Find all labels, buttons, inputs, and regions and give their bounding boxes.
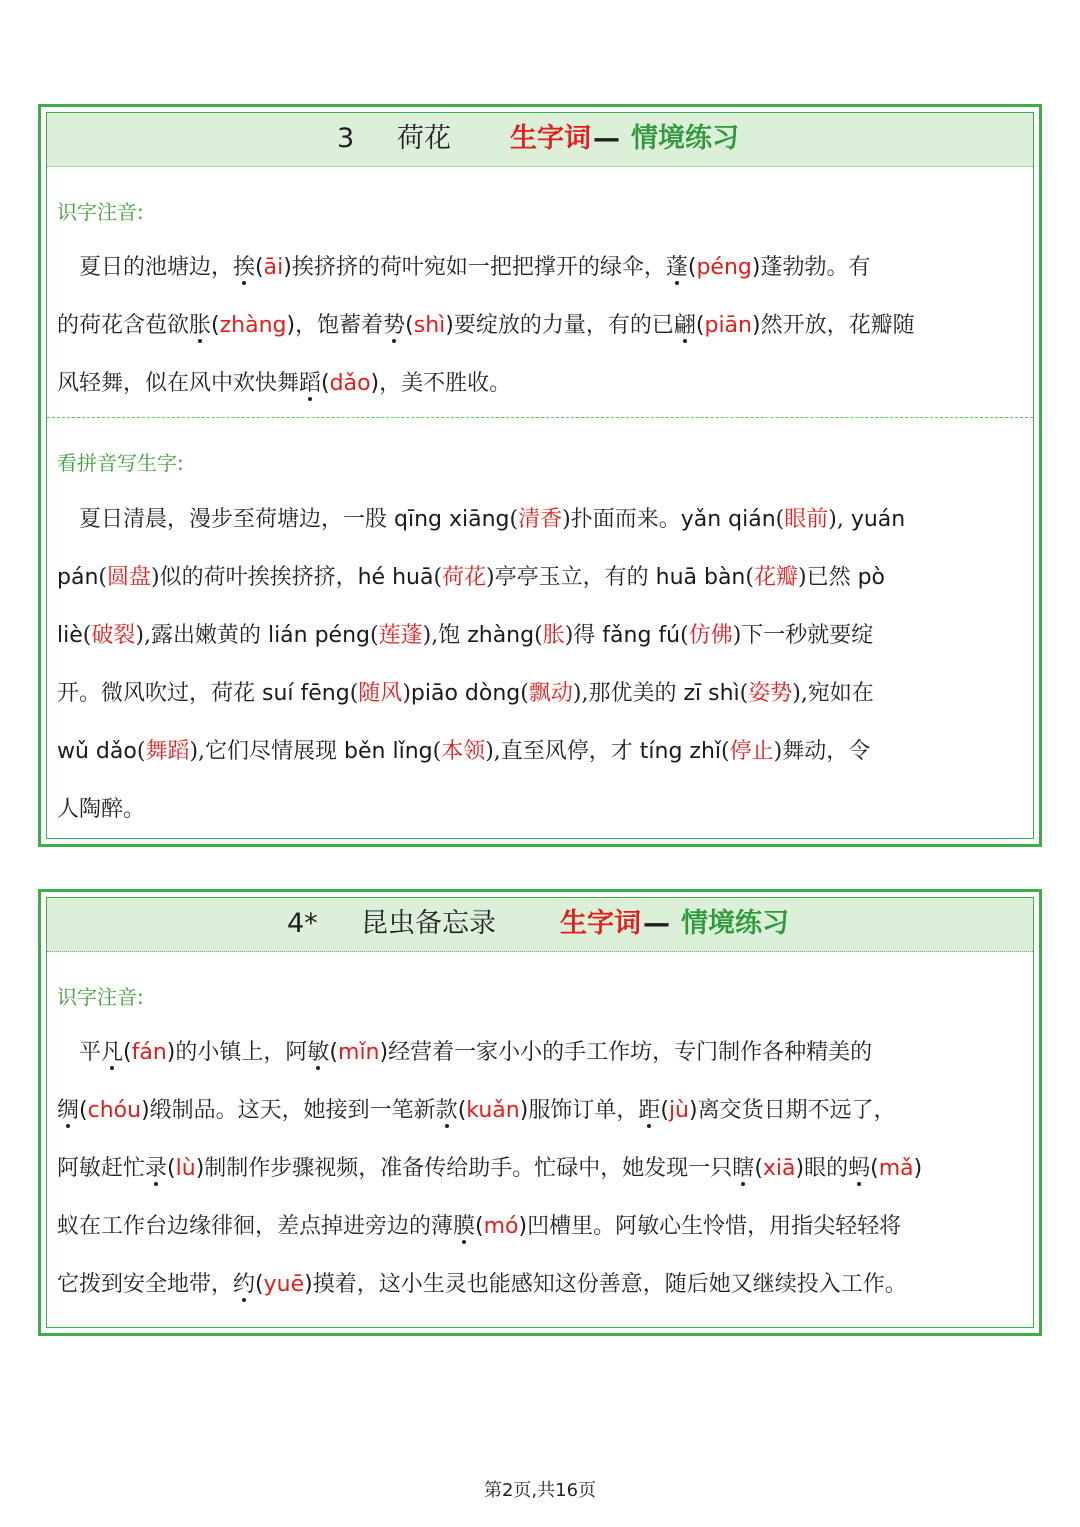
target-char: 胀 [189, 313, 212, 338]
body-text: ) [402, 681, 411, 706]
body-text: 挨挤挤的荷叶宛如一把把撑开的绿伞， [291, 255, 666, 280]
pinyin-text: hé huā [357, 565, 434, 590]
pinyin-text: huā bàn [655, 565, 746, 590]
target-char: 翩 [673, 313, 696, 338]
pinyin-text: běn lǐng [344, 739, 433, 764]
body-text: ),那优美的 [572, 681, 684, 706]
body-text: 凹槽里。阿敏心生怜惜，用指尖轻轻将 [527, 1214, 902, 1239]
pinyin-text: ) [141, 1098, 150, 1123]
body-text: 风轻舞，似在风中欢快舞 [57, 371, 300, 396]
body-text: 夏日清晨，漫步至荷塘边，一股 [57, 507, 394, 532]
body-text: ), [828, 507, 851, 532]
lesson-number: 4* [287, 908, 318, 939]
target-char: 款 [435, 1098, 458, 1123]
answer-hanzi: 莲蓬 [378, 623, 423, 648]
body-text: ),它们尽情展现 [189, 739, 345, 764]
answer-hanzi: 停止 [729, 739, 774, 764]
card-header [47, 113, 1033, 167]
paragraph-line [57, 563, 885, 593]
target-char: 距 [638, 1098, 661, 1123]
answer-hanzi: 姿势 [748, 681, 793, 706]
pinyin-text: pán [57, 565, 99, 590]
body-text: ( [432, 739, 442, 764]
target-char: 敏 [307, 1040, 330, 1065]
section-label-phonetic: 识字注音: [57, 200, 144, 224]
body-text: 要绽放的力量，有的已 [453, 313, 674, 338]
lesson-3-card [38, 104, 1042, 847]
pinyin-text: lián péng [267, 623, 371, 648]
body-text: 阿敏赶忙 [57, 1156, 146, 1181]
body-text: 开。微风吹过，荷花 [57, 681, 262, 706]
body-text: 夏日的池塘边， [57, 255, 234, 280]
body-text: ( [98, 565, 107, 590]
pinyin-text: zhàng [467, 623, 535, 648]
pinyin-text: ) [195, 1156, 205, 1181]
answer-pinyin: mǐn [338, 1040, 380, 1065]
answer-pinyin: zhàng [219, 313, 287, 338]
pinyin-text: ) [379, 1040, 389, 1065]
body-text: )下一秒就要绽 [732, 623, 874, 648]
lesson-name: 荷花 [397, 123, 451, 154]
section-label-phonetic: 识字注音: [57, 985, 144, 1009]
paragraph-line [57, 737, 870, 767]
answer-hanzi: 破裂 [91, 623, 136, 648]
target-char: 蹈 [299, 371, 322, 396]
pinyin-text: liè [57, 623, 83, 648]
pinyin-text: ( [255, 1272, 264, 1297]
pinyin-text: ( [695, 313, 705, 338]
pinyin-text: yǎn qián [680, 507, 776, 532]
body-text: 经营着一家小小的手工作坊，专门制作各种精美的 [388, 1040, 873, 1065]
lesson-name: 昆虫备忘录 [361, 908, 496, 939]
target-char: 挨 [233, 255, 256, 280]
pinyin-text: fǎng fú [602, 623, 681, 648]
body-text: ),宛如在 [792, 681, 874, 706]
body-text: 蚁在工作台边缘徘徊，差点掉进旁边的薄 [57, 1214, 454, 1239]
pinyin-text: tíng zhǐ [639, 739, 722, 764]
body-text: 服饰订单， [528, 1098, 639, 1123]
body-text: ( [745, 565, 754, 590]
pinyin-text: ( [870, 1156, 879, 1181]
body-text: ( [433, 565, 443, 590]
pinyin-text: pò [857, 565, 886, 590]
body-text: ( [370, 623, 379, 648]
lesson-4-card [38, 889, 1042, 1336]
answer-hanzi: 清香 [518, 507, 563, 532]
section-label-write: 看拼音写生字: [57, 451, 184, 475]
answer-pinyin: shì [413, 313, 446, 338]
pinyin-text: qīng xiāng [394, 507, 510, 532]
pinyin-text: ) [370, 371, 380, 396]
pinyin-text: ( [405, 313, 414, 338]
answer-pinyin: jù [668, 1098, 689, 1123]
pinyin-text: ) [751, 255, 761, 280]
title-green: 情境练习 [681, 908, 789, 939]
answer-pinyin: xiā [762, 1156, 796, 1181]
body-text: ),直至风停，才 [485, 739, 640, 764]
body-text: )已然 [798, 565, 858, 590]
pinyin-text: ( [167, 1156, 176, 1181]
target-char: 蓬 [665, 255, 688, 280]
answer-hanzi: 荷花 [442, 565, 487, 590]
pinyin-text: ) [286, 313, 296, 338]
pinyin-text: yuán [850, 507, 906, 532]
pinyin-text: ( [687, 255, 697, 280]
answer-pinyin: fán [131, 1040, 167, 1065]
target-char: 绸 [57, 1098, 80, 1123]
pinyin-text: ) [166, 1040, 176, 1065]
target-char: 膜 [453, 1214, 476, 1239]
body-text: ( [739, 681, 749, 706]
body-text: ，美不胜收。 [379, 371, 512, 396]
card-inner-border [46, 897, 1034, 1328]
body-text: 平 [57, 1040, 102, 1065]
body-text: )扑面而来。 [562, 507, 681, 532]
body-text: )舞动，令 [773, 739, 871, 764]
body-text: ，饱蓄着 [295, 313, 384, 338]
paragraph-line [57, 1212, 901, 1242]
pinyin-text: ( [329, 1040, 339, 1065]
answer-pinyin: mó [483, 1214, 519, 1239]
body-text: )得 [564, 623, 603, 648]
card-header [47, 898, 1033, 952]
body-text: 摸着，这小生灵也能感知这份善意，随后她又继续投入工作。 [312, 1272, 907, 1297]
body-text: )亭亭玉立，有的 [486, 565, 656, 590]
pinyin-text: ) [304, 1272, 313, 1297]
body-text: ( [721, 739, 730, 764]
paragraph-line [57, 505, 905, 535]
pinyin-text: ) [752, 313, 761, 338]
body-text: ( [509, 507, 519, 532]
body-text: 的小镇上，阿 [175, 1040, 308, 1065]
pinyin-text: ( [321, 371, 330, 396]
target-char: 凡 [101, 1040, 124, 1065]
body-text: 离交货日期不远了， [697, 1098, 896, 1123]
section-divider [47, 417, 1033, 418]
answer-pinyin: kuǎn [466, 1098, 520, 1123]
pinyin-text: ( [123, 1040, 132, 1065]
pinyin-text: ) [689, 1098, 698, 1123]
title-green: 情境练习 [631, 123, 739, 154]
answer-hanzi: 圆盘 [106, 565, 151, 590]
body-text: ( [680, 623, 689, 648]
target-char: 瞎 [732, 1156, 755, 1181]
paragraph-line [57, 621, 873, 651]
answer-pinyin: dǎo [329, 371, 371, 396]
answer-hanzi: 飘动 [528, 681, 573, 706]
pinyin-text: piāo dòng [410, 681, 521, 706]
body-text: 它拨到安全地带， [57, 1272, 234, 1297]
body-text: )似的荷叶挨挨挤挤， [151, 565, 358, 590]
answer-hanzi: 随风 [358, 681, 403, 706]
paragraph-line [57, 1270, 907, 1300]
title-red: 生字词 [510, 123, 591, 154]
pinyin-text: ) [445, 313, 454, 338]
page-footer: 第2页,共16页 [483, 1480, 597, 1501]
body-text: ( [775, 507, 785, 532]
answer-hanzi: 舞蹈 [145, 739, 190, 764]
body-text: 眼的 [804, 1156, 849, 1181]
body-text: ( [82, 623, 92, 648]
pinyin-text: ( [475, 1214, 484, 1239]
title-red: 生字词 [560, 908, 641, 939]
paragraph-line [57, 1038, 872, 1068]
paragraph-line [57, 253, 870, 283]
answer-pinyin: yuē [263, 1272, 305, 1297]
answer-pinyin: āi [263, 255, 284, 280]
answer-pinyin: mǎ [878, 1156, 914, 1181]
pinyin-text: ) [519, 1098, 529, 1123]
answer-pinyin: péng [696, 255, 752, 280]
title-dash: — [593, 123, 620, 154]
pinyin-text: ( [79, 1098, 88, 1123]
pinyin-text: suí fēng [262, 681, 350, 706]
target-char: 录 [145, 1156, 168, 1181]
paragraph-line [57, 311, 915, 341]
answer-hanzi: 眼前 [784, 507, 829, 532]
target-char: 势 [383, 313, 406, 338]
pinyin-text: ( [255, 255, 264, 280]
paragraph-line [57, 795, 145, 825]
body-text: ( [136, 739, 146, 764]
target-char: 约 [233, 1272, 256, 1297]
answer-hanzi: 仿佛 [688, 623, 733, 648]
pinyin-text: ( [457, 1098, 467, 1123]
paragraph-line [57, 679, 874, 709]
pinyin-text: ) [913, 1156, 923, 1181]
paragraph-line [57, 369, 511, 399]
pinyin-text: ( [754, 1156, 763, 1181]
lesson-number: 3 [337, 123, 355, 154]
body-text: ( [520, 681, 529, 706]
pinyin-text: ( [211, 313, 220, 338]
title-dash: — [643, 908, 670, 939]
pinyin-text: wǔ dǎo [57, 739, 137, 764]
body-text: ( [534, 623, 543, 648]
body-text: 蓬勃勃。有 [760, 255, 871, 280]
answer-pinyin: lù [175, 1156, 196, 1181]
answer-hanzi: 本领 [441, 739, 486, 764]
paragraph-line [57, 1154, 922, 1184]
pinyin-text: zī shì [683, 681, 740, 706]
card-inner-border [46, 112, 1034, 839]
body-text: 人陶醉。 [57, 797, 146, 822]
answer-hanzi: 花瓣 [753, 565, 798, 590]
body-text: 缎制品。这天，她接到一笔新 [149, 1098, 436, 1123]
pinyin-text: ) [795, 1156, 805, 1181]
pinyin-text: ) [518, 1214, 528, 1239]
paragraph-line [57, 1096, 896, 1126]
answer-pinyin: chóu [87, 1098, 142, 1123]
pinyin-text: ( [660, 1098, 669, 1123]
body-text: ),饱 [422, 623, 468, 648]
body-text: ),露出嫩黄的 [135, 623, 268, 648]
body-text: 的荷花含苞欲 [57, 313, 190, 338]
body-text: 制制作步骤视频，准备传给助手。忙碌中，她发现一只 [204, 1156, 733, 1181]
target-char: 蚂 [848, 1156, 871, 1181]
answer-pinyin: piān [704, 313, 752, 338]
pinyin-text: ) [283, 255, 292, 280]
body-text: 然开放，花瓣随 [760, 313, 915, 338]
body-text: ( [349, 681, 359, 706]
answer-hanzi: 胀 [542, 623, 565, 648]
